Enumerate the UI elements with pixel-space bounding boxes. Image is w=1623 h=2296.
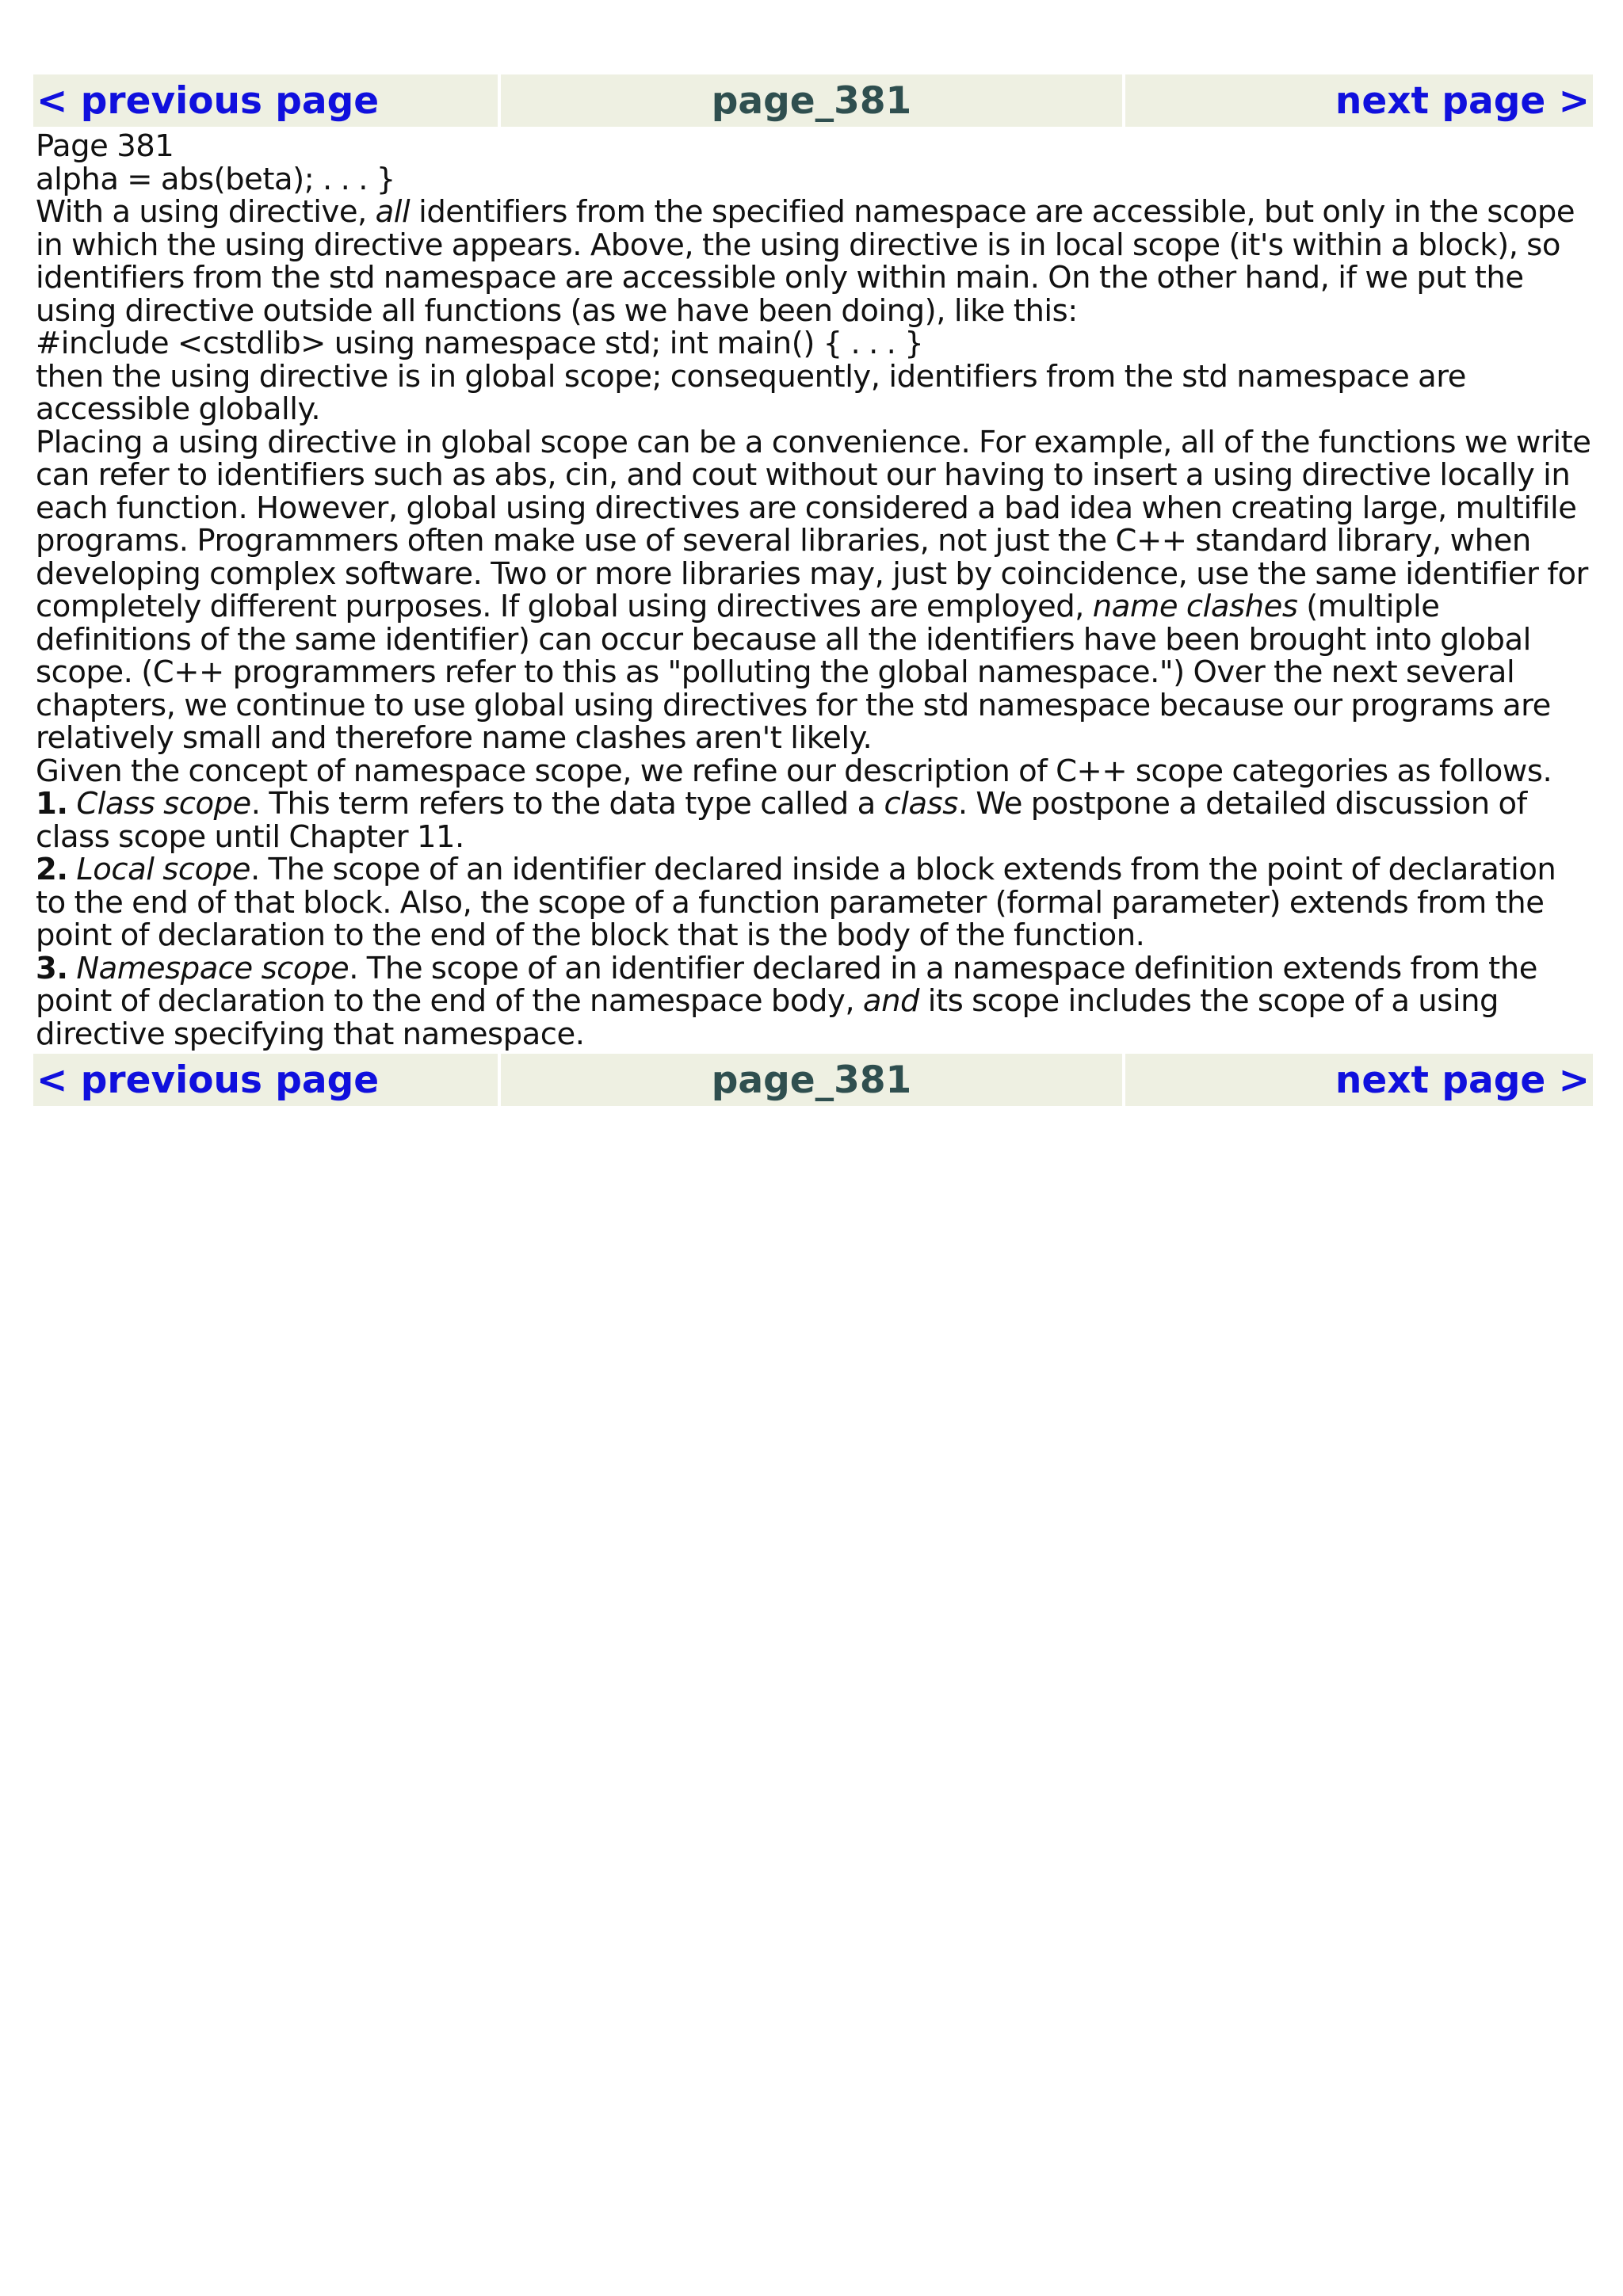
list-item-term: Local scope <box>76 852 250 887</box>
emphasis-text: all <box>375 194 411 230</box>
code-line-1: alpha = abs(beta); . . . } <box>36 161 395 197</box>
top-page-title: page_381 <box>711 78 912 123</box>
emphasis-text: class <box>884 786 958 822</box>
paragraph-text: Placing a using directive in global scope can be a convenience. For example, all of the functions we write can refer to identifiers such as abs, cin, and cout without our having to insert a using directive locally in each function. However, global using directives are considered a bad idea when creating large, multifile programs. Programmers often make use of several libraries, not just the C++ standard library, when developing complex software. Two or more libraries may, just by coincidence, use the same identifier for completely different purposes. If global using directives are employed, <box>36 424 1591 624</box>
top-next-cell <box>1125 74 1593 127</box>
paragraph-using-directive <box>36 196 1593 327</box>
page-label: Page 381 <box>36 128 174 164</box>
paragraph-text: With a using directive, <box>36 194 376 230</box>
emphasis-text: and <box>862 983 920 1019</box>
list-item-text: . The scope of an identifier declared in a namespace definition extends from the point of declaration to the end of the namespace body, <box>36 950 1537 1019</box>
top-page-title-cell <box>501 74 1122 127</box>
top-next-page-link[interactable]: next page > <box>1335 78 1590 123</box>
list-item-class-scope <box>36 788 1593 853</box>
paragraph-text: (multiple definitions of the same identifier) can occur because all the identifiers have been brought into global scope. (C++ programmers refer to this as "polluting the global namespace.") Over the next several chapters, we continue to use global using directives for the std namespace because our programs are relatively small and therefore name clashes aren't likely. <box>36 589 1551 756</box>
paragraph-scope-categories: Given the concept of namespace scope, we refine our description of C++ scope categories as follows. <box>36 753 1552 789</box>
list-item-namespace-scope <box>36 952 1593 1051</box>
bottom-page-title-cell <box>501 1054 1122 1106</box>
top-navigation-bar <box>33 74 1593 127</box>
bottom-prev-cell <box>33 1054 498 1106</box>
code-line-2: #include <cstdlib> using namespace std; int main() { . . . } <box>36 326 924 361</box>
list-item-number: 2. <box>36 852 68 887</box>
list-item-local-scope <box>36 853 1593 952</box>
list-item-term: Class scope <box>76 786 251 822</box>
emphasis-text: name clashes <box>1092 589 1298 624</box>
document-body <box>33 127 1593 1054</box>
bottom-navigation-bar <box>33 1054 1593 1106</box>
paragraph-global-scope: then the using directive is in global scope; consequently, identifiers from the std namespace are accessible globally. <box>36 358 1467 427</box>
list-item-term: Namespace scope <box>76 950 349 986</box>
top-previous-page-link[interactable]: < previous page <box>36 78 380 123</box>
bottom-previous-page-link[interactable]: < previous page <box>36 1058 380 1102</box>
bottom-next-cell <box>1125 1054 1593 1106</box>
list-item-text: . This term refers to the data type called a <box>250 786 884 822</box>
bottom-next-page-link[interactable]: next page > <box>1335 1058 1590 1102</box>
paragraph-name-clashes <box>36 426 1593 755</box>
top-prev-cell <box>33 74 498 127</box>
page <box>33 74 1593 1106</box>
list-item-text: its scope includes the scope of a using directive specifying that namespace. <box>36 983 1499 1052</box>
paragraph-text: identifiers from the specified namespace are accessible, but only in the scope in which the using directive appears. Above, the using directive is in local scope (it's within a block), so identifiers from the std namespace are accessible only within main. On the other hand, if we put the using directive outside all functions (as we have been doing), like this: <box>36 194 1575 329</box>
bottom-page-title: page_381 <box>711 1058 912 1102</box>
list-item-number: 1. <box>36 786 68 822</box>
list-item-text: . We postpone a detailed discussion of class scope until Chapter 11. <box>36 786 1527 855</box>
list-item-text: . The scope of an identifier declared inside a block extends from the point of declaration to the end of that block. Also, the scope of a function parameter (formal parameter) extends from the point of declaration to the end of the block that is the body of the function. <box>36 852 1556 953</box>
list-item-number: 3. <box>36 950 68 986</box>
